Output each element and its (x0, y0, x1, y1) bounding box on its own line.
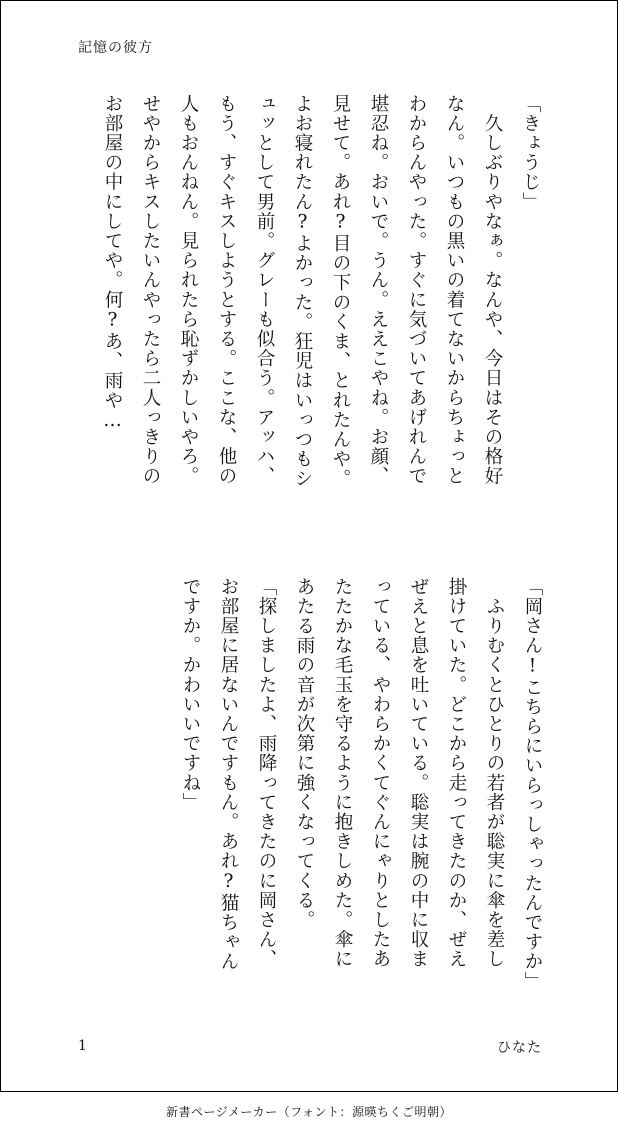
text-column: っている、やわらかくてぐんにゃりとしたあ (370, 577, 391, 969)
text-column: ぜえと息を吐いている。聡実は腕の中に収ま (408, 577, 429, 969)
text-column: もう、すぐキスしようとする。ここな、他の (216, 94, 237, 486)
text-column: 「岡さん!こちらにいらっしゃったんですか」 (522, 577, 543, 992)
text-column: 「きょうじ」 (520, 94, 541, 212)
text-column: よお寝れたん?よかった。狂児はいっつもシ (292, 94, 313, 489)
author-name: ひなた (497, 1040, 542, 1056)
generator-caption: 新書ページメーカー（フォント：源暎ちくご明朝） (165, 1105, 453, 1119)
upper-text-block (93, 94, 549, 494)
text-column: なん。いつもの黒いの着てないからちょっと (444, 94, 465, 486)
text-column: あたる雨の音が次第に強くなってくる。 (294, 577, 315, 930)
text-column: 「探しましたよ、雨降ってきたのに岡さん、 (256, 577, 277, 969)
text-column: 見せて。あれ?目の下のくま、とれたんや。 (330, 94, 351, 489)
text-column: 人もおんねん。見られたら恥ずかしいやろ。 (178, 94, 199, 486)
text-column: せやからキスしたいんやったら二人っきりの (140, 94, 161, 486)
page-number: 1 (78, 1038, 87, 1054)
text-column: わからんやった。すぐに気づいてあげれんで (406, 94, 427, 486)
text-column: お部屋に居ないんですもん。あれ?猫ちゃん (218, 577, 239, 972)
text-column: 掛けていた。どこから走ってきたのか、ぜえ (446, 577, 467, 969)
lower-text-block (171, 577, 551, 997)
text-column: ですか。かわいいですね」 (180, 577, 201, 813)
book-title: 記憶の彼方 (78, 40, 153, 56)
text-column: ふりむくとひとりの若者が聡実に傘を差し (484, 577, 505, 969)
text-column: 久しぶりやなぁ。なんや、今日はその格好 (482, 94, 503, 486)
text-column: 堪忍ね。おいで。うん。ええこやね。お顔、 (368, 94, 389, 486)
text-column: たたかな毛玉を守るように抱きしめた。傘に (332, 577, 353, 969)
text-column: お部屋の中にしてや。何?あ、雨や… (102, 94, 123, 433)
text-column: ュッとして男前。グレーも似合う。アッハ、 (254, 94, 275, 486)
